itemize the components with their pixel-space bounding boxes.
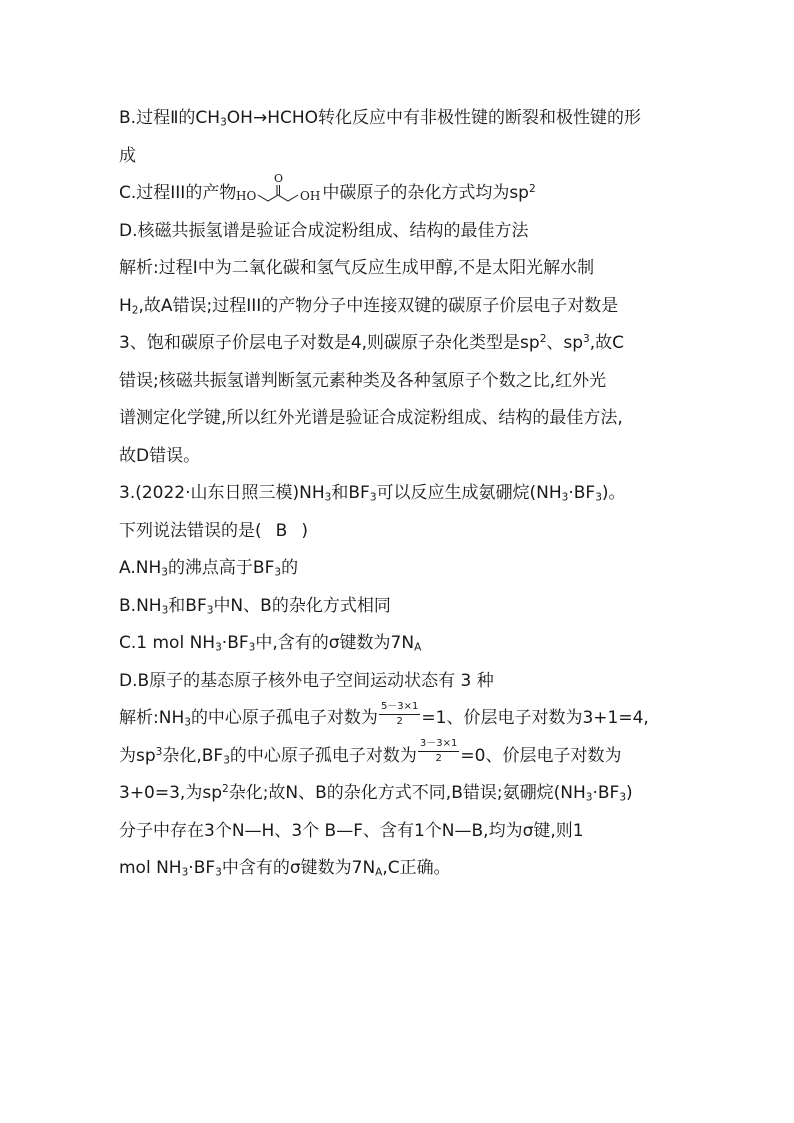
subscript: 2 — [131, 304, 139, 317]
text-run: 中含有的σ键数为7N — [221, 858, 376, 878]
superscript: 2 — [539, 333, 547, 346]
text-run: 3、饱和碳原子价层电子对数是4,则碳原子杂化类型是sp — [119, 333, 540, 353]
fraction-numerator: 3－3×1 — [418, 739, 459, 752]
text-run: =1、价层电子对数为3+1=4, — [421, 708, 649, 728]
text-line-b-cont — [119, 138, 709, 176]
subscript: 3 — [223, 754, 230, 767]
text-line-analysis1-l5 — [119, 400, 709, 438]
text-line-analysis1-l3 — [119, 325, 709, 363]
text-line-analysis2-l1 — [119, 700, 709, 738]
superscript: 2 — [222, 783, 229, 796]
text-run: H — [119, 295, 132, 316]
text-line-analysis1-l1 — [119, 250, 709, 288]
structure-svg — [236, 173, 322, 205]
fraction-numerator: 5－3×1 — [379, 702, 420, 715]
text-run: D.核磁共振氢谱是验证合成淀粉组成、结构的最佳方法 — [119, 220, 529, 241]
superscript: 3 — [583, 333, 590, 346]
text-run: 解析:NH — [119, 708, 185, 728]
text-run: 3.(2022·山东日照三模)NH — [119, 483, 325, 503]
text-run: 的沸点高于BF — [167, 558, 275, 578]
superscript: 2 — [528, 183, 536, 196]
text-line-q3-stem-l1 — [119, 475, 709, 513]
hydroxyl-left-label: HO — [236, 189, 257, 203]
text-run: =0、价层电子对数为 — [460, 745, 622, 766]
text-line-q3-stem-l2 — [119, 513, 709, 551]
text-run: ,故C — [589, 333, 625, 353]
carbonyl-oxygen-label: O — [274, 173, 284, 185]
text-run: 可以反应生成氨硼烷(NH — [376, 483, 562, 503]
subscript: 3 — [274, 566, 282, 579]
subscript: 3 — [206, 604, 214, 617]
text-run: B.过程Ⅱ的CH — [119, 108, 221, 128]
subscript: 3 — [619, 791, 627, 804]
subscript: 3 — [595, 491, 602, 504]
subscript: A — [414, 641, 422, 654]
answer-choice: B — [275, 520, 288, 541]
fraction — [418, 739, 459, 764]
text-run: 、sp — [546, 333, 584, 353]
text-run: ) — [626, 783, 633, 803]
text-run: 解析:过程Ⅰ中为二氧化碳和氢气反应生成甲醇,不是太阳光解水制 — [119, 258, 595, 278]
text-run: A.NH — [119, 558, 162, 578]
text-run: 的 — [281, 558, 299, 578]
text-run: 和BF — [168, 595, 207, 616]
text-run: 中碳原子的杂化方式均为sp — [322, 183, 529, 203]
text-run: )。 — [601, 483, 626, 503]
text-line-analysis2-l4 — [119, 813, 709, 851]
document-body — [119, 100, 709, 888]
text-run: D.B原子的基态原子核外电子空间运动状态有 3 种 — [119, 670, 494, 691]
text-run: 的中心原子孤电子对数为 — [190, 708, 378, 728]
text-line-analysis2-l2 — [119, 738, 709, 776]
text-line-c-option — [119, 175, 709, 213]
text-line-q3-b — [119, 588, 709, 626]
text-run: mol NH — [119, 858, 182, 878]
subscript: 3 — [324, 491, 332, 504]
text-run: 谱测定化学键,所以红外光谱是验证合成淀粉组成、结构的最佳方法, — [119, 408, 623, 428]
subscript: 3 — [369, 491, 377, 504]
text-line-analysis2-l5 — [119, 850, 709, 888]
text-run: ,故A错误;过程III的产物分子中连接双键的碳原子价层电子对数是 — [138, 295, 619, 316]
text-run: C.1 mol NH — [119, 633, 216, 653]
superscript: 3 — [155, 745, 163, 758]
text-run: 3+0=3,为sp — [119, 783, 222, 803]
text-run: 的中心原子孤电子对数为 — [229, 745, 417, 766]
text-run: 为sp — [119, 745, 156, 766]
text-run: 杂化,BF — [162, 745, 224, 766]
text-run: C.过程III的产物 — [119, 183, 237, 203]
subscript: A — [375, 866, 383, 879]
text-run: ,C正确。 — [382, 858, 451, 878]
text-line-q3-a — [119, 550, 709, 588]
subscript: 3 — [215, 866, 222, 879]
subscript: 3 — [161, 566, 168, 579]
subscript: 3 — [561, 491, 569, 504]
subscript: 3 — [184, 716, 191, 729]
subscript: 3 — [585, 791, 593, 804]
subscript: 3 — [181, 866, 189, 879]
text-run: ·BF — [568, 483, 596, 503]
text-run: 分子中存在3个N—H、3个 B—F、含有1个N—B,均为σ键,则1 — [119, 820, 584, 841]
text-run: ·BF — [221, 633, 249, 653]
subscript: 3 — [220, 116, 227, 129]
subscript: 3 — [248, 641, 256, 654]
text-line-q3-d — [119, 663, 709, 701]
carbon-chain-bonds — [258, 195, 298, 201]
hydroxyl-right-label: OH — [300, 189, 321, 203]
dihydroxyacetone-structure — [236, 173, 322, 205]
text-run: ·BF — [592, 783, 620, 803]
text-run: 故D错误。 — [119, 445, 201, 466]
text-run: 错误;核磁共振氢谱判断氢元素种类及各种氢原子个数之比,红外光 — [119, 370, 607, 391]
fraction-denominator: 2 — [396, 715, 403, 727]
text-line-d-option — [119, 213, 709, 251]
text-run: OH→HCHO转化反应中有非极性键的断裂和极性键的形 — [226, 108, 642, 128]
text-run: B.NH — [119, 595, 162, 616]
text-run: 中,含有的σ键数为7N — [255, 633, 415, 653]
fraction-denominator: 2 — [435, 753, 442, 764]
fraction — [379, 702, 420, 727]
text-run: ·BF — [188, 858, 216, 878]
text-line-analysis1-l2 — [119, 288, 709, 326]
subscript: 3 — [215, 641, 222, 654]
text-line-analysis1-l4 — [119, 363, 709, 401]
text-line-b-option — [119, 100, 709, 138]
text-run: 成 — [119, 145, 136, 166]
text-run: 下列说法错误的是( — [119, 520, 262, 541]
text-run: 杂化;故N、B的杂化方式不同,B错误;氨硼烷(NH — [228, 783, 586, 803]
text-line-analysis2-l3 — [119, 775, 709, 813]
text-run: ) — [301, 520, 308, 541]
subscript: 3 — [161, 604, 169, 617]
text-run: 和BF — [331, 483, 370, 503]
text-run: 中N、B的杂化方式相同 — [213, 595, 391, 616]
text-line-analysis1-l6 — [119, 438, 709, 476]
text-line-q3-c — [119, 625, 709, 663]
